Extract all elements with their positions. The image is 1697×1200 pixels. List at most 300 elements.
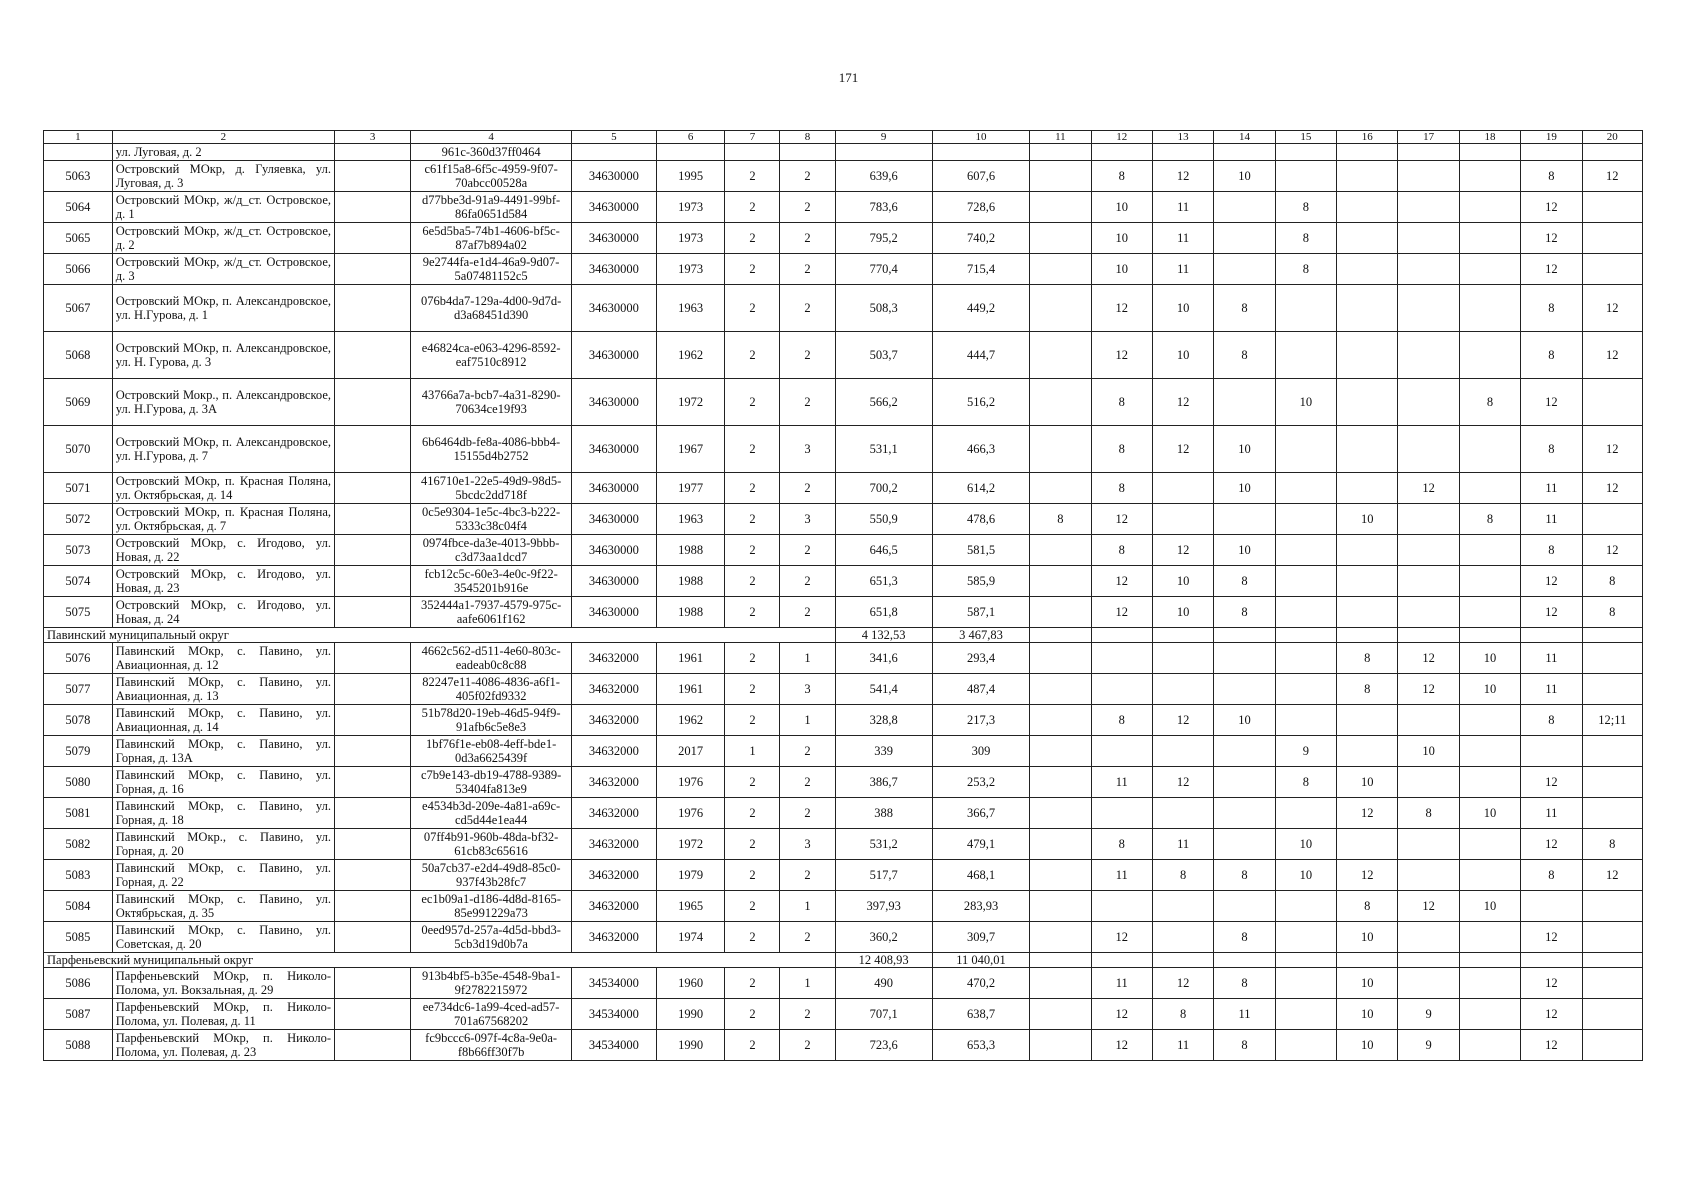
year-cell: 1963: [656, 504, 725, 535]
cell-col-20: [1582, 798, 1642, 829]
table-row: [44, 922, 1643, 953]
cell-col-14: [1214, 829, 1275, 860]
cell-col-19: 12: [1521, 223, 1582, 254]
table-row: [44, 1030, 1643, 1061]
cell-col-13: [1152, 643, 1213, 674]
cell-col-7: 2: [725, 705, 780, 736]
header-cell: 10: [932, 131, 1029, 144]
cell-col-17: 12: [1398, 891, 1459, 922]
total-area-cell: 783,6: [835, 192, 932, 223]
total-area-cell: 770,4: [835, 254, 932, 285]
year-cell: 1967: [656, 426, 725, 473]
cell-col-13: 8: [1152, 860, 1213, 891]
oktmo-cell: 34630000: [572, 332, 657, 379]
cell-col-18: [1459, 736, 1520, 767]
cell-col-11: 8: [1030, 504, 1091, 535]
row-number: 5074: [44, 566, 113, 597]
cell-col-18: [1459, 767, 1520, 798]
cell-col-11: [1030, 860, 1091, 891]
cell-col-13: [1152, 504, 1213, 535]
header-cell: 13: [1152, 131, 1213, 144]
cell-col-11: [1030, 922, 1091, 953]
cell-col-8: 3: [780, 426, 835, 473]
living-area-cell: 653,3: [932, 1030, 1029, 1061]
address-cell: Островский МОкр, п. Александровское, ул. Н. Гурова, д. 3: [112, 332, 334, 379]
guid-cell: 0974fbce-da3e-4013-9bbb-c3d73aa1dcd7: [411, 535, 572, 566]
cell-col-19: 11: [1521, 473, 1582, 504]
row-number: 5079: [44, 736, 113, 767]
total-area-cell: 795,2: [835, 223, 932, 254]
cell-col-3: [335, 332, 411, 379]
cell-col-19: 12: [1521, 829, 1582, 860]
guid-cell: 07ff4b91-960b-48da-bf32-61cb83c65616: [411, 829, 572, 860]
cell-col-12: 8: [1091, 535, 1152, 566]
row-number: 5087: [44, 999, 113, 1030]
cell-col-18: [1459, 161, 1520, 192]
page-number: 171: [838, 70, 859, 85]
year-cell: 1976: [656, 767, 725, 798]
living-area-cell: 468,1: [932, 860, 1029, 891]
cell-col-8: 2: [780, 473, 835, 504]
row-number: 5083: [44, 860, 113, 891]
cell-col-13: 12: [1152, 535, 1213, 566]
guid-cell: ec1b09a1-d186-4d8d-8165-85e991229a73: [411, 891, 572, 922]
year-cell: 1973: [656, 223, 725, 254]
cell-col-16: 10: [1337, 1030, 1398, 1061]
cell-col-17: [1398, 922, 1459, 953]
guid-cell: c7b9e143-db19-4788-9389-53404fa813e9: [411, 767, 572, 798]
year-cell: [656, 144, 725, 161]
empty-cell: [1521, 953, 1582, 968]
cell-col-18: 8: [1459, 504, 1520, 535]
living-area-cell: 607,6: [932, 161, 1029, 192]
cell-col-14: [1214, 767, 1275, 798]
year-cell: 1965: [656, 891, 725, 922]
total-area-cell: 490: [835, 968, 932, 999]
address-cell: Островский Мокр., п. Александровское, ул. Н.Гурова, д. 3А: [112, 379, 334, 426]
empty-cell: [1337, 953, 1398, 968]
cell-col-3: [335, 767, 411, 798]
cell-col-20: [1582, 379, 1642, 426]
table-row: [44, 332, 1643, 379]
cell-col-18: [1459, 860, 1520, 891]
living-area-cell: 487,4: [932, 674, 1029, 705]
oktmo-cell: 34630000: [572, 504, 657, 535]
cell-col-18: [1459, 829, 1520, 860]
cell-col-12: [1091, 144, 1152, 161]
year-cell: 1961: [656, 643, 725, 674]
cell-col-7: 2: [725, 643, 780, 674]
cell-col-8: 1: [780, 705, 835, 736]
empty-cell: [1214, 628, 1275, 643]
cell-col-12: 8: [1091, 161, 1152, 192]
cell-col-7: 2: [725, 922, 780, 953]
cell-col-18: [1459, 968, 1520, 999]
cell-col-7: 2: [725, 891, 780, 922]
year-cell: 1961: [656, 674, 725, 705]
cell-col-11: [1030, 798, 1091, 829]
cell-col-15: 10: [1275, 829, 1336, 860]
cell-col-16: 10: [1337, 504, 1398, 535]
cell-col-17: [1398, 597, 1459, 628]
cell-col-17: [1398, 379, 1459, 426]
address-cell: Павинский МОкр, с. Павино, ул. Советская, д. 20: [112, 922, 334, 953]
cell-col-12: 12: [1091, 922, 1152, 953]
cell-col-16: [1337, 473, 1398, 504]
header-cell: 16: [1337, 131, 1398, 144]
cell-col-12: 10: [1091, 223, 1152, 254]
year-cell: 1963: [656, 285, 725, 332]
cell-col-12: 12: [1091, 332, 1152, 379]
cell-col-11: [1030, 891, 1091, 922]
cell-col-16: [1337, 829, 1398, 860]
cell-col-14: 10: [1214, 426, 1275, 473]
cell-col-17: [1398, 223, 1459, 254]
cell-col-19: 12: [1521, 999, 1582, 1030]
cell-col-16: [1337, 332, 1398, 379]
address-cell: Павинский МОкр, с. Павино, ул. Авиационная, д. 12: [112, 643, 334, 674]
cell-col-13: 8: [1152, 999, 1213, 1030]
cell-col-13: [1152, 736, 1213, 767]
cell-col-14: [1214, 223, 1275, 254]
cell-col-13: 12: [1152, 767, 1213, 798]
cell-col-15: [1275, 643, 1336, 674]
cell-col-12: 8: [1091, 426, 1152, 473]
cell-col-15: 10: [1275, 379, 1336, 426]
empty-cell: [1030, 628, 1091, 643]
cell-col-17: [1398, 161, 1459, 192]
cell-col-13: [1152, 891, 1213, 922]
living-area-cell: 516,2: [932, 379, 1029, 426]
cell-col-3: [335, 535, 411, 566]
row-number: 5082: [44, 829, 113, 860]
cell-col-20: [1582, 223, 1642, 254]
address-cell: Островский МОкр, п. Красная Поляна, ул. Октябрьская, д. 14: [112, 473, 334, 504]
living-area-cell: 740,2: [932, 223, 1029, 254]
cell-col-8: 2: [780, 285, 835, 332]
guid-cell: ee734dc6-1a99-4ced-ad57-701a67568202: [411, 999, 572, 1030]
year-cell: 1960: [656, 968, 725, 999]
cell-col-19: 8: [1521, 860, 1582, 891]
guid-cell: 0eed957d-257a-4d5d-bbd3-5cb3d19d0b7a: [411, 922, 572, 953]
row-number: 5072: [44, 504, 113, 535]
cell-col-15: [1275, 999, 1336, 1030]
cell-col-18: [1459, 192, 1520, 223]
cell-col-15: [1275, 674, 1336, 705]
cell-col-18: 10: [1459, 674, 1520, 705]
row-number: 5085: [44, 922, 113, 953]
cell-col-3: [335, 860, 411, 891]
cell-col-18: [1459, 285, 1520, 332]
guid-cell: 961c-360d37ff0464: [411, 144, 572, 161]
cell-col-12: [1091, 736, 1152, 767]
oktmo-cell: [572, 144, 657, 161]
row-number: [44, 144, 113, 161]
section-total-area: 12 408,93: [835, 953, 932, 968]
row-number: 5063: [44, 161, 113, 192]
cell-col-20: [1582, 891, 1642, 922]
cell-col-19: 11: [1521, 643, 1582, 674]
guid-cell: fc9bccc6-097f-4c8a-9e0a-f8b66ff30f7b: [411, 1030, 572, 1061]
cell-col-16: [1337, 161, 1398, 192]
cell-col-16: [1337, 223, 1398, 254]
total-area-cell: 531,2: [835, 829, 932, 860]
total-area-cell: 550,9: [835, 504, 932, 535]
section-title: Парфеньевский муниципальный округ: [44, 953, 836, 968]
cell-col-16: [1337, 144, 1398, 161]
cell-col-13: 11: [1152, 192, 1213, 223]
cell-col-12: 11: [1091, 968, 1152, 999]
cell-col-17: [1398, 285, 1459, 332]
cell-col-8: 3: [780, 504, 835, 535]
header-cell: 15: [1275, 131, 1336, 144]
table-row: [44, 144, 1643, 161]
oktmo-cell: 34632000: [572, 891, 657, 922]
cell-col-19: 8: [1521, 285, 1582, 332]
address-cell: Парфеньевский МОкр, п. Николо-Полома, ул. Полевая, д. 11: [112, 999, 334, 1030]
oktmo-cell: 34632000: [572, 736, 657, 767]
row-number: 5070: [44, 426, 113, 473]
cell-col-8: 2: [780, 254, 835, 285]
oktmo-cell: 34630000: [572, 379, 657, 426]
section-total-living-area: 3 467,83: [932, 628, 1029, 643]
year-cell: 1988: [656, 566, 725, 597]
cell-col-20: 12: [1582, 473, 1642, 504]
oktmo-cell: 34534000: [572, 999, 657, 1030]
total-area-cell: 531,1: [835, 426, 932, 473]
living-area-cell: 309: [932, 736, 1029, 767]
cell-col-12: [1091, 798, 1152, 829]
cell-col-17: [1398, 705, 1459, 736]
cell-col-15: [1275, 504, 1336, 535]
row-number: 5086: [44, 968, 113, 999]
table-row: [44, 829, 1643, 860]
cell-col-18: [1459, 254, 1520, 285]
address-cell: Павинский МОкр, с. Павино, ул. Авиационная, д. 14: [112, 705, 334, 736]
address-cell: ул. Луговая, д. 2: [112, 144, 334, 161]
cell-col-20: [1582, 1030, 1642, 1061]
cell-col-11: [1030, 767, 1091, 798]
cell-col-19: 12: [1521, 379, 1582, 426]
table-row: [44, 566, 1643, 597]
cell-col-14: 8: [1214, 566, 1275, 597]
total-area-cell: 339: [835, 736, 932, 767]
cell-col-11: [1030, 285, 1091, 332]
cell-col-18: 10: [1459, 643, 1520, 674]
guid-cell: e4534b3d-209e-4a81-a69c-cd5d44e1ea44: [411, 798, 572, 829]
living-area-cell: 253,2: [932, 767, 1029, 798]
total-area-cell: 566,2: [835, 379, 932, 426]
empty-cell: [1398, 628, 1459, 643]
guid-cell: 913b4bf5-b35e-4548-9ba1-9f2782215972: [411, 968, 572, 999]
cell-col-16: [1337, 426, 1398, 473]
cell-col-15: [1275, 798, 1336, 829]
address-cell: Павинский МОкр, с. Павино, ул. Горная, д. 16: [112, 767, 334, 798]
table-row: [44, 968, 1643, 999]
cell-col-7: 1: [725, 736, 780, 767]
cell-col-17: [1398, 566, 1459, 597]
cell-col-16: 8: [1337, 643, 1398, 674]
cell-col-11: [1030, 566, 1091, 597]
table-row: [44, 223, 1643, 254]
empty-cell: [1337, 628, 1398, 643]
header-cell: 12: [1091, 131, 1152, 144]
cell-col-7: 2: [725, 767, 780, 798]
cell-col-13: 10: [1152, 332, 1213, 379]
cell-col-8: 2: [780, 999, 835, 1030]
cell-col-13: [1152, 473, 1213, 504]
total-area-cell: 341,6: [835, 643, 932, 674]
year-cell: 1973: [656, 254, 725, 285]
cell-col-15: [1275, 285, 1336, 332]
cell-col-17: 9: [1398, 999, 1459, 1030]
cell-col-3: [335, 922, 411, 953]
cell-col-11: [1030, 254, 1091, 285]
address-cell: Павинский МОкр., с. Павино, ул. Горная, д. 20: [112, 829, 334, 860]
cell-col-15: [1275, 1030, 1336, 1061]
table-row: [44, 504, 1643, 535]
cell-col-19: [1521, 736, 1582, 767]
cell-col-18: [1459, 332, 1520, 379]
cell-col-20: [1582, 674, 1642, 705]
cell-col-11: [1030, 705, 1091, 736]
cell-col-19: 11: [1521, 504, 1582, 535]
cell-col-19: [1521, 144, 1582, 161]
guid-cell: 4662c562-d511-4e60-803c-eadeab0c8c88: [411, 643, 572, 674]
cell-col-15: 8: [1275, 192, 1336, 223]
cell-col-20: [1582, 922, 1642, 953]
cell-col-3: [335, 161, 411, 192]
cell-col-11: [1030, 736, 1091, 767]
total-area-cell: 397,93: [835, 891, 932, 922]
cell-col-19: 12: [1521, 254, 1582, 285]
cell-col-15: [1275, 426, 1336, 473]
cell-col-8: 2: [780, 192, 835, 223]
row-number: 5068: [44, 332, 113, 379]
row-number: 5065: [44, 223, 113, 254]
cell-col-18: [1459, 705, 1520, 736]
cell-col-14: 8: [1214, 860, 1275, 891]
cell-col-11: [1030, 643, 1091, 674]
cell-col-8: 3: [780, 674, 835, 705]
year-cell: 1990: [656, 1030, 725, 1061]
oktmo-cell: 34632000: [572, 922, 657, 953]
cell-col-19: 8: [1521, 332, 1582, 379]
cell-col-19: 12: [1521, 566, 1582, 597]
address-cell: Павинский МОкр, с. Павино, ул. Горная, д. 22: [112, 860, 334, 891]
living-area-cell: 309,7: [932, 922, 1029, 953]
cell-col-18: [1459, 223, 1520, 254]
cell-col-14: [1214, 891, 1275, 922]
cell-col-3: [335, 254, 411, 285]
oktmo-cell: 34632000: [572, 798, 657, 829]
cell-col-14: 10: [1214, 705, 1275, 736]
cell-col-14: [1214, 504, 1275, 535]
cell-col-18: [1459, 535, 1520, 566]
table-row: [44, 379, 1643, 426]
cell-col-16: 8: [1337, 674, 1398, 705]
cell-col-7: 2: [725, 674, 780, 705]
cell-col-16: 8: [1337, 891, 1398, 922]
cell-col-17: [1398, 332, 1459, 379]
cell-col-16: 12: [1337, 798, 1398, 829]
cell-col-12: 8: [1091, 705, 1152, 736]
cell-col-13: 12: [1152, 705, 1213, 736]
cell-col-18: [1459, 426, 1520, 473]
cell-col-17: [1398, 504, 1459, 535]
cell-col-17: [1398, 144, 1459, 161]
cell-col-7: 2: [725, 798, 780, 829]
cell-col-7: 2: [725, 161, 780, 192]
table-row: [44, 161, 1643, 192]
header-cell: 3: [335, 131, 411, 144]
cell-col-16: 12: [1337, 860, 1398, 891]
total-area-cell: 723,6: [835, 1030, 932, 1061]
cell-col-11: [1030, 192, 1091, 223]
guid-cell: fcb12c5c-60e3-4e0c-9f22-3545201b916e: [411, 566, 572, 597]
row-number: 5088: [44, 1030, 113, 1061]
cell-col-20: 8: [1582, 829, 1642, 860]
cell-col-19: 11: [1521, 674, 1582, 705]
cell-col-8: 2: [780, 597, 835, 628]
empty-cell: [1275, 628, 1336, 643]
cell-col-11: [1030, 379, 1091, 426]
address-cell: Островский МОкр, п. Красная Поляна, ул. Октябрьская, д. 7: [112, 504, 334, 535]
cell-col-7: 2: [725, 597, 780, 628]
guid-cell: 1bf76f1e-eb08-4eff-bde1-0d3a6625439f: [411, 736, 572, 767]
table-row: [44, 192, 1643, 223]
oktmo-cell: 34630000: [572, 192, 657, 223]
oktmo-cell: 34632000: [572, 643, 657, 674]
living-area-cell: 478,6: [932, 504, 1029, 535]
cell-col-14: 8: [1214, 285, 1275, 332]
register-table-container: [43, 130, 1643, 1061]
cell-col-15: [1275, 566, 1336, 597]
cell-col-19: 12: [1521, 968, 1582, 999]
cell-col-8: 2: [780, 535, 835, 566]
row-number: 5080: [44, 767, 113, 798]
header-cell: 1: [44, 131, 113, 144]
total-area-cell: 651,8: [835, 597, 932, 628]
cell-col-15: [1275, 597, 1336, 628]
total-area-cell: 388: [835, 798, 932, 829]
cell-col-3: [335, 674, 411, 705]
cell-col-8: 2: [780, 860, 835, 891]
oktmo-cell: 34630000: [572, 285, 657, 332]
cell-col-15: [1275, 161, 1336, 192]
empty-cell: [1091, 953, 1152, 968]
table-row: [44, 473, 1643, 504]
guid-cell: 9e2744fa-e1d4-46a9-9d07-5a07481152c5: [411, 254, 572, 285]
cell-col-19: 8: [1521, 705, 1582, 736]
row-number: 5078: [44, 705, 113, 736]
oktmo-cell: 34630000: [572, 535, 657, 566]
oktmo-cell: 34630000: [572, 161, 657, 192]
cell-col-12: [1091, 891, 1152, 922]
cell-col-19: 12: [1521, 192, 1582, 223]
cell-col-17: 8: [1398, 798, 1459, 829]
cell-col-7: 2: [725, 829, 780, 860]
table-row: [44, 597, 1643, 628]
table-row: [44, 643, 1643, 674]
year-cell: 1972: [656, 829, 725, 860]
cell-col-8: 2: [780, 332, 835, 379]
cell-col-8: 3: [780, 829, 835, 860]
cell-col-16: [1337, 705, 1398, 736]
table-row: [44, 426, 1643, 473]
cell-col-13: [1152, 922, 1213, 953]
cell-col-20: 12: [1582, 332, 1642, 379]
